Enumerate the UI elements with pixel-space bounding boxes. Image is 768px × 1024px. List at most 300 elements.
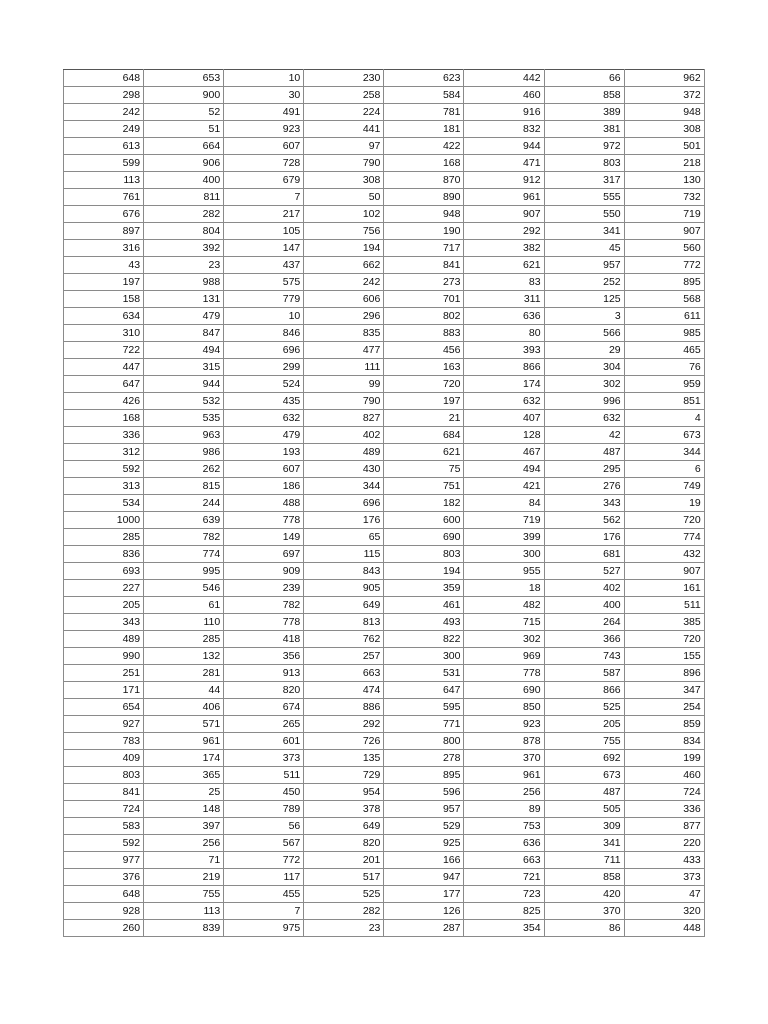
table-cell: 258 — [304, 87, 384, 104]
table-cell: 927 — [64, 716, 144, 733]
table-cell: 782 — [224, 597, 304, 614]
table-cell: 370 — [464, 750, 544, 767]
table-cell: 743 — [544, 648, 624, 665]
table-cell: 955 — [464, 563, 544, 580]
table-cell: 181 — [384, 121, 464, 138]
table-cell: 732 — [624, 189, 704, 206]
table-cell: 437 — [224, 257, 304, 274]
table-cell: 168 — [384, 155, 464, 172]
table-cell: 282 — [304, 903, 384, 920]
table-cell: 343 — [64, 614, 144, 631]
number-table — [63, 69, 705, 937]
table-cell: 347 — [624, 682, 704, 699]
table-row — [64, 223, 705, 240]
table-cell: 649 — [304, 597, 384, 614]
table-cell: 300 — [464, 546, 544, 563]
table-cell: 131 — [144, 291, 224, 308]
table-cell: 923 — [224, 121, 304, 138]
table-cell: 308 — [624, 121, 704, 138]
table-cell: 148 — [144, 801, 224, 818]
table-cell: 662 — [304, 257, 384, 274]
table-cell: 251 — [64, 665, 144, 682]
table-cell: 802 — [384, 308, 464, 325]
table-cell: 482 — [464, 597, 544, 614]
table-cell: 110 — [144, 614, 224, 631]
table-cell: 10 — [224, 70, 304, 87]
table-cell: 697 — [224, 546, 304, 563]
table-cell: 174 — [144, 750, 224, 767]
table-cell: 525 — [544, 699, 624, 716]
table-cell: 316 — [64, 240, 144, 257]
table-cell: 782 — [144, 529, 224, 546]
table-cell: 111 — [304, 359, 384, 376]
table-cell: 866 — [464, 359, 544, 376]
table-cell: 648 — [64, 886, 144, 903]
table-cell: 89 — [464, 801, 544, 818]
table-cell: 897 — [64, 223, 144, 240]
table-cell: 584 — [384, 87, 464, 104]
table-cell: 986 — [144, 444, 224, 461]
table-cell: 947 — [384, 869, 464, 886]
table-cell: 432 — [624, 546, 704, 563]
table-cell: 218 — [624, 155, 704, 172]
table-cell: 587 — [544, 665, 624, 682]
table-cell: 397 — [144, 818, 224, 835]
table-cell: 673 — [544, 767, 624, 784]
table-cell: 285 — [144, 631, 224, 648]
table-cell: 954 — [304, 784, 384, 801]
table-cell: 295 — [544, 461, 624, 478]
table-cell: 128 — [464, 427, 544, 444]
table-cell: 963 — [144, 427, 224, 444]
table-cell: 896 — [624, 665, 704, 682]
table-cell: 292 — [464, 223, 544, 240]
table-cell: 194 — [384, 563, 464, 580]
table-cell: 647 — [64, 376, 144, 393]
table-cell: 846 — [224, 325, 304, 342]
table-cell: 664 — [144, 138, 224, 155]
table-cell: 634 — [64, 308, 144, 325]
table-cell: 80 — [464, 325, 544, 342]
table-cell: 749 — [624, 478, 704, 495]
table-cell: 907 — [464, 206, 544, 223]
table-cell: 753 — [464, 818, 544, 835]
table-cell: 783 — [64, 733, 144, 750]
table-cell: 613 — [64, 138, 144, 155]
table-cell: 365 — [144, 767, 224, 784]
table-cell: 161 — [624, 580, 704, 597]
table-cell: 836 — [64, 546, 144, 563]
table-cell: 571 — [144, 716, 224, 733]
table-row — [64, 733, 705, 750]
table-cell: 663 — [304, 665, 384, 682]
table-cell: 149 — [224, 529, 304, 546]
table-cell: 205 — [64, 597, 144, 614]
table-cell: 51 — [144, 121, 224, 138]
table-cell: 389 — [544, 104, 624, 121]
table-cell: 772 — [224, 852, 304, 869]
table-cell: 447 — [64, 359, 144, 376]
table-row — [64, 444, 705, 461]
table-cell: 916 — [464, 104, 544, 121]
table-cell: 99 — [304, 376, 384, 393]
table-cell: 336 — [624, 801, 704, 818]
table-cell: 256 — [144, 835, 224, 852]
table-cell: 790 — [304, 393, 384, 410]
table-cell: 19 — [624, 495, 704, 512]
table-cell: 489 — [64, 631, 144, 648]
table-cell: 550 — [544, 206, 624, 223]
table-row — [64, 121, 705, 138]
table-cell: 30 — [224, 87, 304, 104]
table-cell: 779 — [224, 291, 304, 308]
table-cell: 23 — [144, 257, 224, 274]
table-cell: 825 — [464, 903, 544, 920]
table-cell: 717 — [384, 240, 464, 257]
table-cell: 18 — [464, 580, 544, 597]
table-row — [64, 852, 705, 869]
table-cell: 607 — [224, 138, 304, 155]
table-row — [64, 87, 705, 104]
table-cell: 895 — [624, 274, 704, 291]
table-cell: 692 — [544, 750, 624, 767]
table-cell: 985 — [624, 325, 704, 342]
table-cell: 811 — [144, 189, 224, 206]
table-cell: 632 — [544, 410, 624, 427]
table-row — [64, 257, 705, 274]
table-cell: 102 — [304, 206, 384, 223]
table-cell: 406 — [144, 699, 224, 716]
table-cell: 815 — [144, 478, 224, 495]
table-cell: 690 — [384, 529, 464, 546]
table-cell: 525 — [304, 886, 384, 903]
table-row — [64, 206, 705, 223]
table-cell: 895 — [384, 767, 464, 784]
table-cell: 835 — [304, 325, 384, 342]
table-cell: 433 — [624, 852, 704, 869]
table-row — [64, 274, 705, 291]
table-cell: 381 — [544, 121, 624, 138]
table-cell: 7 — [224, 189, 304, 206]
table-cell: 313 — [64, 478, 144, 495]
table-cell: 877 — [624, 818, 704, 835]
table-cell: 239 — [224, 580, 304, 597]
table-cell: 803 — [544, 155, 624, 172]
table-cell: 260 — [64, 920, 144, 937]
table-cell: 611 — [624, 308, 704, 325]
table-row — [64, 665, 705, 682]
table-cell: 176 — [544, 529, 624, 546]
table-cell: 636 — [464, 835, 544, 852]
table-row — [64, 393, 705, 410]
table-cell: 711 — [544, 852, 624, 869]
table-cell: 1000 — [64, 512, 144, 529]
table-cell: 44 — [144, 682, 224, 699]
table-cell: 282 — [144, 206, 224, 223]
table-cell: 494 — [144, 342, 224, 359]
table-cell: 575 — [224, 274, 304, 291]
table-cell: 182 — [384, 495, 464, 512]
table-cell: 219 — [144, 869, 224, 886]
table-row — [64, 478, 705, 495]
table-cell: 925 — [384, 835, 464, 852]
table-cell: 174 — [464, 376, 544, 393]
table-cell: 555 — [544, 189, 624, 206]
table-cell: 778 — [464, 665, 544, 682]
table-cell: 648 — [64, 70, 144, 87]
table-cell: 600 — [384, 512, 464, 529]
table-row — [64, 308, 705, 325]
table-cell: 599 — [64, 155, 144, 172]
table-cell: 373 — [224, 750, 304, 767]
table-cell: 402 — [304, 427, 384, 444]
table-cell: 990 — [64, 648, 144, 665]
table-row — [64, 410, 705, 427]
table-row — [64, 835, 705, 852]
table-cell: 592 — [64, 835, 144, 852]
table-cell: 583 — [64, 818, 144, 835]
table-cell: 7 — [224, 903, 304, 920]
table-cell: 71 — [144, 852, 224, 869]
table-row — [64, 767, 705, 784]
table-cell: 311 — [464, 291, 544, 308]
table-cell: 494 — [464, 461, 544, 478]
table-cell: 171 — [64, 682, 144, 699]
table-cell: 249 — [64, 121, 144, 138]
table-cell: 50 — [304, 189, 384, 206]
table-cell: 393 — [464, 342, 544, 359]
table-cell: 373 — [624, 869, 704, 886]
table-cell: 959 — [624, 376, 704, 393]
table-cell: 461 — [384, 597, 464, 614]
table-cell: 409 — [64, 750, 144, 767]
table-cell: 21 — [384, 410, 464, 427]
table-cell: 756 — [304, 223, 384, 240]
table-cell: 601 — [224, 733, 304, 750]
table-cell: 517 — [304, 869, 384, 886]
table-cell: 422 — [384, 138, 464, 155]
table-cell: 726 — [304, 733, 384, 750]
table-cell: 607 — [224, 461, 304, 478]
table-cell: 790 — [304, 155, 384, 172]
table-cell: 778 — [224, 512, 304, 529]
table-row — [64, 801, 705, 818]
table-cell: 527 — [544, 563, 624, 580]
table-cell: 448 — [624, 920, 704, 937]
table-cell: 529 — [384, 818, 464, 835]
table-cell: 489 — [304, 444, 384, 461]
table-cell: 376 — [64, 869, 144, 886]
table-cell: 996 — [544, 393, 624, 410]
table-cell: 262 — [144, 461, 224, 478]
table-cell: 511 — [624, 597, 704, 614]
table-cell: 43 — [64, 257, 144, 274]
table-cell: 193 — [224, 444, 304, 461]
table-cell: 778 — [224, 614, 304, 631]
table-cell: 402 — [544, 580, 624, 597]
table-cell: 696 — [224, 342, 304, 359]
table-row — [64, 869, 705, 886]
table-cell: 287 — [384, 920, 464, 937]
table-cell: 130 — [624, 172, 704, 189]
table-cell: 163 — [384, 359, 464, 376]
table-cell: 442 — [464, 70, 544, 87]
table-cell: 435 — [224, 393, 304, 410]
table-cell: 858 — [544, 87, 624, 104]
table-cell: 859 — [624, 716, 704, 733]
table-cell: 851 — [624, 393, 704, 410]
table-cell: 534 — [64, 495, 144, 512]
table-cell: 56 — [224, 818, 304, 835]
table-cell: 477 — [304, 342, 384, 359]
table-cell: 975 — [224, 920, 304, 937]
table-cell: 83 — [464, 274, 544, 291]
table-cell: 878 — [464, 733, 544, 750]
table-cell: 560 — [624, 240, 704, 257]
table-cell: 883 — [384, 325, 464, 342]
table-cell: 257 — [304, 648, 384, 665]
table-cell: 47 — [624, 886, 704, 903]
table-cell: 720 — [624, 631, 704, 648]
table-cell: 839 — [144, 920, 224, 937]
table-cell: 230 — [304, 70, 384, 87]
table-cell: 639 — [144, 512, 224, 529]
table-cell: 474 — [304, 682, 384, 699]
table-cell: 135 — [304, 750, 384, 767]
table-cell: 29 — [544, 342, 624, 359]
table-cell: 300 — [384, 648, 464, 665]
table-cell: 988 — [144, 274, 224, 291]
table-row — [64, 886, 705, 903]
table-cell: 315 — [144, 359, 224, 376]
table-cell: 841 — [64, 784, 144, 801]
table-cell: 244 — [144, 495, 224, 512]
table-cell: 23 — [304, 920, 384, 937]
table-cell: 729 — [304, 767, 384, 784]
table-cell: 117 — [224, 869, 304, 886]
table-row — [64, 376, 705, 393]
table-row — [64, 920, 705, 937]
table-row — [64, 138, 705, 155]
table-cell: 674 — [224, 699, 304, 716]
table-cell: 995 — [144, 563, 224, 580]
table-cell: 962 — [624, 70, 704, 87]
table-cell: 205 — [544, 716, 624, 733]
table-row — [64, 70, 705, 87]
table-cell: 296 — [304, 308, 384, 325]
table-cell: 217 — [224, 206, 304, 223]
table-row — [64, 495, 705, 512]
table-cell: 813 — [304, 614, 384, 631]
table-cell: 285 — [64, 529, 144, 546]
table-cell: 774 — [624, 529, 704, 546]
table-cell: 126 — [384, 903, 464, 920]
table-cell: 465 — [624, 342, 704, 359]
table-cell: 186 — [224, 478, 304, 495]
table-cell: 535 — [144, 410, 224, 427]
table-cell: 822 — [384, 631, 464, 648]
table-cell: 113 — [144, 903, 224, 920]
table-cell: 378 — [304, 801, 384, 818]
table-cell: 632 — [224, 410, 304, 427]
table-cell: 592 — [64, 461, 144, 478]
table-cell: 97 — [304, 138, 384, 155]
table-cell: 194 — [304, 240, 384, 257]
table-cell: 789 — [224, 801, 304, 818]
table-cell: 654 — [64, 699, 144, 716]
table-cell: 242 — [64, 104, 144, 121]
table-cell: 566 — [544, 325, 624, 342]
table-row — [64, 240, 705, 257]
table-cell: 264 — [544, 614, 624, 631]
table-cell: 722 — [64, 342, 144, 359]
table-cell: 676 — [64, 206, 144, 223]
table-cell: 479 — [224, 427, 304, 444]
table-cell: 961 — [464, 189, 544, 206]
table-cell: 696 — [304, 495, 384, 512]
table-cell: 166 — [384, 852, 464, 869]
table-row — [64, 461, 705, 478]
table-cell: 491 — [224, 104, 304, 121]
table-cell: 6 — [624, 461, 704, 478]
table-cell: 493 — [384, 614, 464, 631]
table-cell: 341 — [544, 223, 624, 240]
table-cell: 948 — [384, 206, 464, 223]
table-cell: 701 — [384, 291, 464, 308]
table-cell: 781 — [384, 104, 464, 121]
table-cell: 621 — [464, 257, 544, 274]
table-row — [64, 172, 705, 189]
table-cell: 772 — [624, 257, 704, 274]
table-cell: 948 — [624, 104, 704, 121]
table-cell: 407 — [464, 410, 544, 427]
table-cell: 366 — [544, 631, 624, 648]
table-cell: 909 — [224, 563, 304, 580]
table-cell: 265 — [224, 716, 304, 733]
table-cell: 155 — [624, 648, 704, 665]
table-cell: 86 — [544, 920, 624, 937]
table-cell: 292 — [304, 716, 384, 733]
table-cell: 341 — [544, 835, 624, 852]
table-row — [64, 784, 705, 801]
table-cell: 693 — [64, 563, 144, 580]
table-row — [64, 359, 705, 376]
table-cell: 426 — [64, 393, 144, 410]
table-cell: 649 — [304, 818, 384, 835]
table-cell: 392 — [144, 240, 224, 257]
table-cell: 310 — [64, 325, 144, 342]
table-cell: 850 — [464, 699, 544, 716]
table-cell: 623 — [384, 70, 464, 87]
table-cell: 905 — [304, 580, 384, 597]
table-row — [64, 903, 705, 920]
table-cell: 125 — [544, 291, 624, 308]
table-cell: 715 — [464, 614, 544, 631]
table-row — [64, 427, 705, 444]
table-cell: 524 — [224, 376, 304, 393]
table-cell: 460 — [464, 87, 544, 104]
table-cell: 45 — [544, 240, 624, 257]
table-row — [64, 818, 705, 835]
table-cell: 320 — [624, 903, 704, 920]
table-cell: 684 — [384, 427, 464, 444]
table-cell: 866 — [544, 682, 624, 699]
table-cell: 450 — [224, 784, 304, 801]
table-cell: 467 — [464, 444, 544, 461]
table-cell: 343 — [544, 495, 624, 512]
table-cell: 487 — [544, 444, 624, 461]
table-cell: 890 — [384, 189, 464, 206]
